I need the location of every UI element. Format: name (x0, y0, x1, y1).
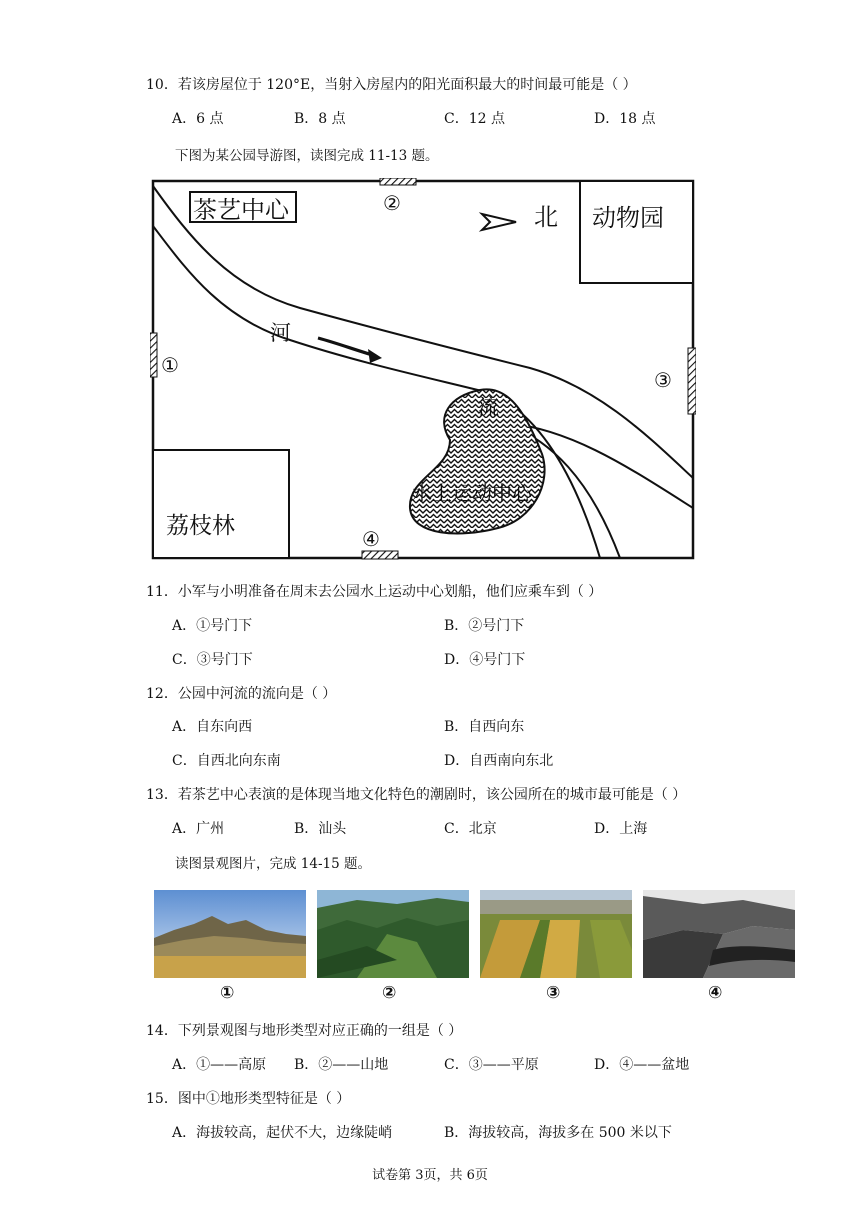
q10-option-b: B．8 点 (294, 111, 346, 127)
north-label: 北 (534, 203, 558, 231)
question-13-stem: 13．若茶艺中心表演的是体现当地文化特色的潮剧时，该公园所在的城市最可能是（ ） (146, 787, 687, 803)
park-guide-map (150, 178, 696, 562)
zoo-box (580, 181, 693, 283)
landscape-photo-4 (643, 890, 795, 978)
zoo-label: 动物园 (592, 204, 664, 232)
gate-3-label: ③ (654, 368, 672, 392)
q14-option-b: B．②——山地 (294, 1057, 389, 1073)
tea-center-label: 茶艺中心 (193, 196, 289, 224)
q11-option-d: D．④号门下 (444, 652, 526, 668)
q11-option-a: A．①号门下 (172, 618, 253, 634)
q13-option-d: D．上海 (594, 821, 648, 837)
photo-label-1: ① (220, 983, 235, 1003)
q14-option-c: C．③——平原 (444, 1057, 539, 1073)
q14-option-d: D．④——盆地 (594, 1057, 690, 1073)
question-14-stem: 14．下列景观图与地形类型对应正确的一组是（ ） (146, 1023, 463, 1039)
photo-label-3: ③ (546, 983, 561, 1003)
gate-4-marker (362, 551, 398, 559)
question-10-stem: 10．若该房屋位于 120°E，当射入房屋内的阳光面积最大的时间最可能是（ ） (146, 77, 637, 93)
gate-2-label: ② (383, 191, 401, 215)
lychee-label: 荔枝林 (166, 513, 235, 539)
gate-3-marker (688, 348, 696, 414)
q13-option-a: A．广州 (172, 821, 225, 837)
landscape-photo-1 (154, 890, 306, 978)
q14-option-a: A．①——高原 (172, 1057, 267, 1073)
river-label-2: 流 (478, 395, 499, 419)
gate-4-label: ④ (362, 527, 380, 551)
gate-1-label: ① (161, 353, 179, 377)
water-sports-label: 水上运动中心 (412, 481, 532, 505)
question-15-stem: 15．图中①地形类型特征是（ ） (146, 1091, 351, 1107)
question-11-stem: 11．小军与小明准备在周末去公园水上运动中心划船，他们应乘车到（ ） (146, 584, 603, 600)
intro-11-13: 下图为某公园导游图，读图完成 11-13 题。 (175, 148, 439, 164)
q15-option-a: A．海拔较高，起伏不大，边缘陡峭 (172, 1125, 393, 1141)
q12-option-b: B．自西向东 (444, 719, 525, 735)
landscape-photo-3 (480, 890, 632, 978)
river-label-1: 河 (270, 321, 291, 345)
q12-option-d: D．自西南向东北 (444, 753, 554, 769)
gate-2-marker (380, 178, 416, 185)
q12-option-c: C．自西北向东南 (172, 753, 281, 769)
lychee-box (153, 450, 289, 558)
q10-option-d: D．18 点 (594, 111, 656, 127)
q10-option-c: C．12 点 (444, 111, 505, 127)
photo-label-2: ② (382, 983, 397, 1003)
question-12-stem: 12．公园中河流的流向是（ ） (146, 686, 337, 702)
gate-1-marker (150, 333, 157, 377)
photo-label-4: ④ (708, 983, 723, 1003)
q10-option-a: A．6 点 (172, 111, 224, 127)
q13-option-c: C．北京 (444, 821, 497, 837)
q13-option-b: B．汕头 (294, 821, 347, 837)
q11-option-b: B．②号门下 (444, 618, 525, 634)
landscape-photo-2 (317, 890, 469, 978)
q15-option-b: B．海拔较高，海拔多在 500 米以下 (444, 1125, 672, 1141)
q11-option-c: C．③号门下 (172, 652, 253, 668)
intro-14-15: 读图景观图片，完成 14-15 题。 (175, 856, 372, 872)
page-footer: 试卷第 3页，共 6页 (372, 1168, 488, 1183)
q12-option-a: A．自东向西 (172, 719, 253, 735)
